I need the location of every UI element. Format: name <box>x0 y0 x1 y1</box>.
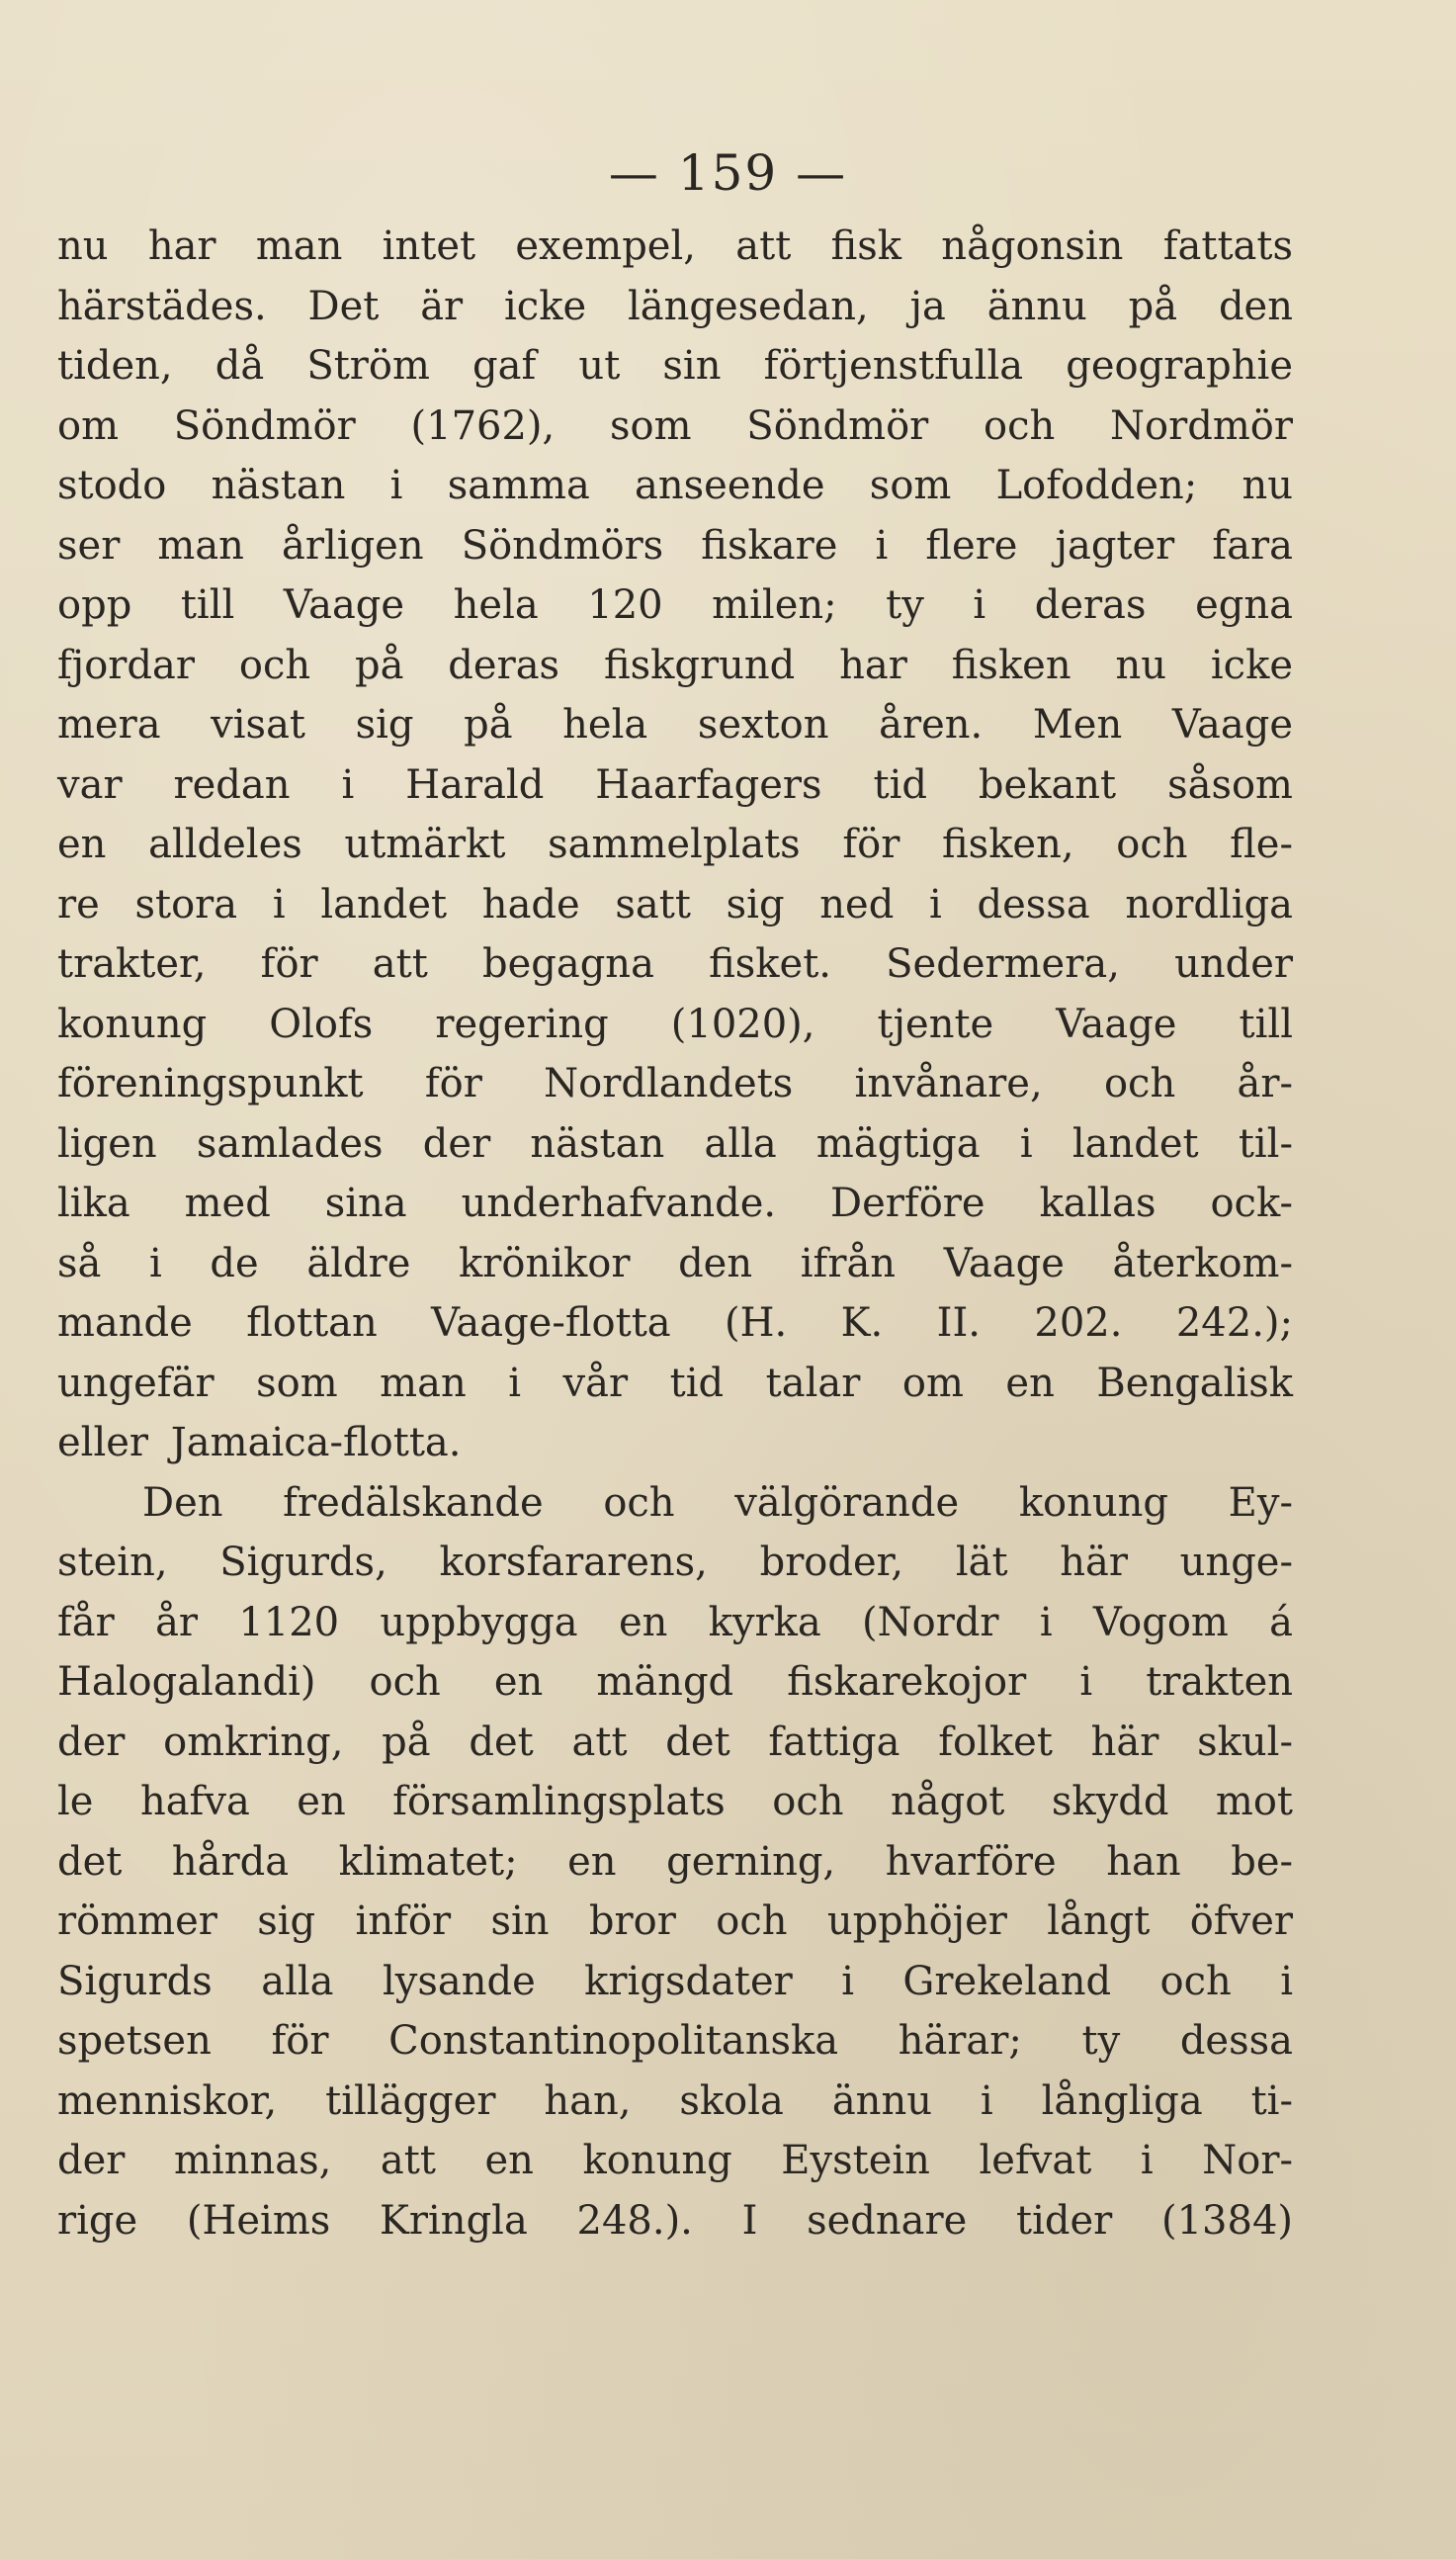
text-line: konung Olofs regering (1020), tjente Vaage till <box>57 1001 1293 1047</box>
text-line: om Söndmör (1762), som Söndmör och Nordmör <box>57 402 1293 449</box>
text-line: Halogalandi) och en mängd fiskarekojor i trakten <box>57 1659 1293 1705</box>
text-line: föreningspunkt för Nordlandets invånare, och år- <box>57 1061 1293 1106</box>
text-line: ungefär som man i vår tid talar om en Bengalisk <box>57 1360 1293 1406</box>
text-line: nu har man intet exempel, att fisk någonsin fattats <box>57 223 1293 269</box>
text-line: le hafva en församlingsplats och något skydd mot <box>57 1779 1293 1824</box>
text-line: det hårda klimatet; en gerning, hvarföre han be- <box>57 1838 1293 1885</box>
text-line: opp till Vaage hela 120 milen; ty i deras egna <box>57 582 1293 628</box>
text-line: re stora i landet hade satt sig ned i dessa nordliga <box>57 881 1293 927</box>
page-number: — 159 — <box>608 144 848 202</box>
text-line: fjordar och på deras fiskgrund har fisken nu icke <box>57 642 1293 688</box>
text-line: menniskor, tillägger han, skola ännu i långliga ti- <box>57 2077 1293 2124</box>
text-line: en alldeles utmärkt sammelplats för fisken, och fle- <box>57 822 1293 867</box>
text-line: Sigurds alla lysande krigsdater i Grekeland och i <box>57 1958 1293 2004</box>
text-line: var redan i Harald Haarfagers tid bekant såsom <box>57 761 1293 808</box>
text-line: får år 1120 uppbygga en kyrka (Nordr i Vogom á <box>57 1599 1293 1645</box>
text-line: der minnas, att en konung Eystein lefvat i Nor- <box>57 2138 1293 2183</box>
text-line: tiden, då Ström gaf ut sin förtjenstfulla geographie <box>57 343 1293 389</box>
text-line: mera visat sig på hela sexton åren. Men Vaage <box>57 702 1293 748</box>
text-line: rige (Heims Kringla 248.). I sednare tider (1384) <box>57 2197 1293 2244</box>
body-text <box>57 217 1293 2250</box>
text-line: stodo nästan i samma anseende som Lofodden; nu <box>57 463 1293 508</box>
text-line: mande flottan Vaage-flotta (H. K. II. 202. 242.); <box>57 1300 1293 1346</box>
text-line: spetsen för Constantinopolitanska härar; ty dessa <box>57 2018 1293 2064</box>
text-line: så i de äldre krönikor den ifrån Vaage återkom- <box>57 1240 1293 1286</box>
text-line: Den fredälskande och välgörande konung Ey- <box>142 1479 1293 1526</box>
text-line: stein, Sigurds, korsfararens, broder, lät här unge- <box>57 1540 1293 1585</box>
text-line: römmer sig inför sin bror och upphöjer långt öfver <box>57 1898 1293 1944</box>
text-line: trakter, för att begagna fisket. Sedermera, under <box>57 941 1293 987</box>
text-line: der omkring, på det att det fattiga folket här skul- <box>57 1719 1293 1765</box>
text-line: eller Jamaica-flotta. <box>57 1420 462 1465</box>
text-line: ligen samlades der nästan alla mägtiga i landet til- <box>57 1120 1293 1167</box>
text-line: lika med sina underhafvande. Derföre kallas ock- <box>57 1181 1293 1226</box>
text-line: härstädes. Det är icke längesedan, ja ännu på den <box>57 283 1293 329</box>
text-line: ser man årligen Söndmörs fiskare i flere jagter fara <box>57 522 1293 569</box>
